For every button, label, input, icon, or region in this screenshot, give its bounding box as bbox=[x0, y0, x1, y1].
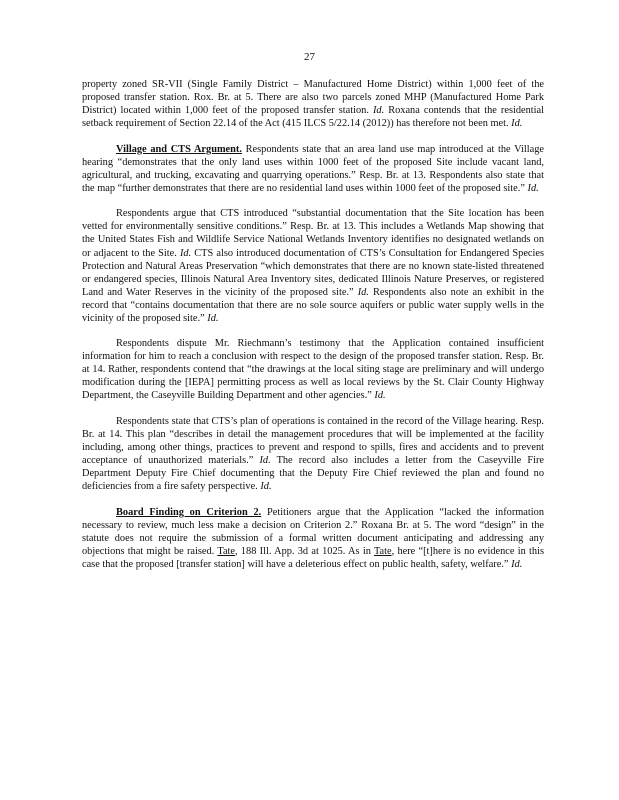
paragraph-6 bbox=[82, 506, 544, 571]
page-number: 27 bbox=[304, 51, 315, 63]
text: Respondents argue that CTS introduced “substantial documentation that the Site location has been vetted for environmentally sensitive conditions.” Resp. Br. at 13. This includes a Wetlands Map showing that the United States Fish and Wildlife Service National Wetlands Inventory identifies no designated wetlands on or adjacent to the Site. bbox=[82, 208, 544, 259]
paragraph-4 bbox=[82, 337, 544, 402]
paragraph-1 bbox=[82, 78, 544, 130]
text: The record also includes a letter from the Caseyville Fire Department Deputy Fire Chief documenting that the Deputy Fire Chief reviewed the plan and found no deficiencies from a fire safety perspective. bbox=[82, 455, 544, 493]
paragraph-3 bbox=[82, 207, 544, 324]
case-cite: Tate bbox=[217, 545, 235, 557]
text: Respondents also note an exhibit in the record that “contains documentation that there are no sole source aquifers or public water supply wells in the vicinity of the proposed site.” bbox=[82, 286, 544, 324]
text: Respondents state that CTS’s plan of operations is contained in the record of the Village hearing. Resp. Br. at 14. This plan “describes in detail the management procedures that will be implemented at the facility including, among other things, practices to prevent and respond to spills, fires and accidents and to prevent acceptance of unauthorized materials.” bbox=[82, 416, 544, 467]
paragraph-2 bbox=[82, 143, 544, 195]
page-body bbox=[82, 78, 544, 584]
text: property zoned SR-VII (Single Family District – Manufactured Home District) within 1,000 feet of the proposed transfer station. Rox. Br. at 5. There are also two parcels zoned MHP (Manufactured Home Park District) located within 1,000 feet of the proposed transfer station. bbox=[82, 79, 544, 117]
text: , here “[t]here is no evidence in this case that the proposed [transfer station] will have a deleterious effect on public health, safety, welfare.” bbox=[82, 545, 544, 570]
id-cite: Id. bbox=[179, 247, 192, 259]
id-cite: Id. bbox=[372, 105, 385, 117]
text: Respondents state that an area land use map introduced at the Village hearing “demonstrates that the only land uses within 1000 feet of the proposed Site include vacant land, agricultural, and trucking, excavating and quarrying operations.” Resp. Br. at 13. Respondents also state that the map “further demonstrates that there are no residential land uses within 1000 feet of the proposed site.” bbox=[82, 143, 544, 194]
text: Petitioners argue that the Application “lacked the information necessary to review, much less make a decision on Criterion 2.” Roxana Br. at 5. The word “design” in the statute does not require the submission of a formal written document anticipating and addressing any objections that might be raised. bbox=[82, 506, 544, 557]
section-heading: Board Finding on Criterion 2. bbox=[116, 506, 262, 518]
paragraph-5 bbox=[82, 415, 544, 493]
id-cite: Id. bbox=[511, 559, 523, 570]
id-cite: Id. bbox=[259, 455, 271, 467]
text: Roxana contends that the residential setback requirement of Section 22.14 of the Act (415 ILCS 5/22.14 (2012)) has therefore not been met. bbox=[82, 105, 544, 130]
text: CTS also introduced documentation of CTS’s Consultation for Endangered Species Protection and Natural Areas Preservation “which demonstrates that there are no known state-listed threatened or endangered species, Illinois Natural Area Inventory sites, dedicated Illinois Nature Preserves, or registered Land and Water Reserves in the vicinity of the proposed site.” bbox=[82, 247, 544, 298]
text: , 188 Ill. App. 3d at 1025. As in bbox=[235, 545, 374, 557]
section-heading: Village and CTS Argument. bbox=[116, 143, 242, 155]
id-cite: Id. bbox=[527, 182, 539, 194]
id-cite: Id. bbox=[260, 481, 272, 493]
id-cite: Id. bbox=[511, 118, 523, 130]
text: Respondents dispute Mr. Riechmann’s testimony that the Application contained insufficient information for him to reach a conclusion with respect to the design of the proposed transfer station. Resp. Br. at 14. Rather, respondents contend that “the drawings at the local siting stage are preliminary and will undergo modification during the [IEPA] permitting process as well as local reviews by the St. Clair County Highway Department, the Caseyville Building Department and other agencies.” bbox=[82, 338, 544, 402]
id-cite: Id. bbox=[357, 286, 369, 298]
id-cite: Id. bbox=[207, 312, 219, 324]
id-cite: Id. bbox=[374, 390, 386, 402]
case-cite: Tate bbox=[373, 545, 392, 557]
